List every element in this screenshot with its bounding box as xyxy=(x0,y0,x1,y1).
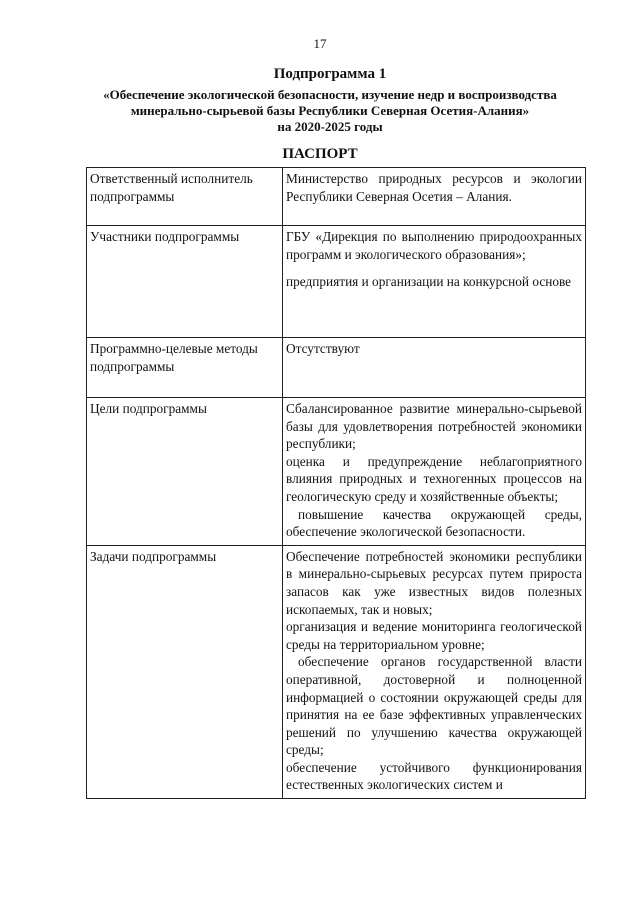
value-paragraph: оценка и предупреждение неблагоприятного влияния природных и техногенных процессов на геологическую среду и хозяйственные объекты; xyxy=(286,453,582,504)
row-value xyxy=(283,226,586,338)
table-row xyxy=(87,545,586,798)
row-value xyxy=(283,338,586,398)
value-paragraph: предприятия и организации на конкурсной основе xyxy=(286,274,572,290)
subprogram-name-line-1: «Обеспечение экологической безопасности, изучение недр и воспроизводства xyxy=(103,87,557,102)
table-row xyxy=(87,226,586,338)
row-label: Программно-целевые методы подпрограммы xyxy=(87,338,283,398)
subprogram-name-line-2: минерально-сырьевой базы Республики Северная Осетия-Алания» xyxy=(130,103,530,118)
value-paragraph: Министерство природных ресурсов и экологии Республики Северная Осетия – Алания. xyxy=(286,171,582,204)
page-number: 17 xyxy=(313,36,327,51)
passport-table xyxy=(86,167,586,799)
row-label: Участники подпрограммы xyxy=(87,226,283,338)
subprogram-title: Подпрограмма 1 xyxy=(273,66,387,82)
value-paragraph: повышение качества окружающей среды, обеспечение экологической безопасности. xyxy=(286,506,582,540)
value-paragraph: Сбалансированное развитие минерально-сырьевой базы для удовлетворения потребностей экономики республики; xyxy=(286,401,582,452)
value-paragraph: Обеспечение потребностей экономики республики в минерально-сырьевых ресурсах путем прироста запасов как уже известных видов полезных ископаемых, так и новых; xyxy=(286,548,582,617)
value-paragraph: обеспечение устойчивого функционирования естественных экологических систем и xyxy=(286,759,582,793)
table-row xyxy=(87,168,586,226)
row-value xyxy=(283,398,586,546)
row-value xyxy=(283,545,586,798)
value-paragraph: Отсутствуют xyxy=(286,341,360,356)
row-label: Задачи подпрограммы xyxy=(87,545,283,798)
value-paragraph: обеспечение органов государственной власти оперативной, достоверной и полноценной информацией о состоянии окружающей среды для принятия на ее базе эффективных управленческих решений по улучшению качества окружающей среды; xyxy=(286,654,582,758)
subprogram-years: на 2020-2025 годы xyxy=(277,119,383,134)
row-value xyxy=(283,168,586,226)
row-label: Ответственный исполнитель подпрограммы xyxy=(87,168,283,226)
table-row xyxy=(87,398,586,546)
value-paragraph: организация и ведение мониторинга геологической среды на территориальном уровне; xyxy=(286,619,582,652)
passport-title: ПАСПОРТ xyxy=(282,146,358,162)
value-paragraph: ГБУ «Дирекция по выполнению природоохранных программ и экологического образования»; xyxy=(286,229,582,262)
row-label: Цели подпрограммы xyxy=(87,398,283,546)
table-row xyxy=(87,338,586,398)
